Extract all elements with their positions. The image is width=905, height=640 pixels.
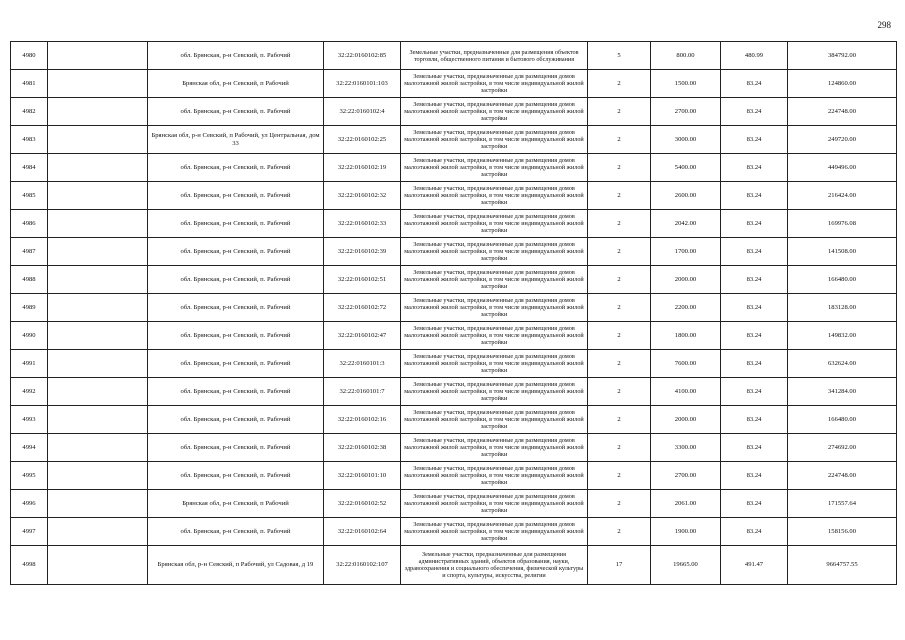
address-cell: обл. Брянская, р-н Севский, п. Рабочий xyxy=(148,462,324,490)
area-cell: 1800.00 xyxy=(651,322,721,350)
table-row xyxy=(11,462,897,490)
blank-cell xyxy=(48,322,148,350)
address-cell: обл. Брянская, р-н Севский, п. Рабочий xyxy=(148,154,324,182)
cadastral-value-cell: 149832.00 xyxy=(788,322,897,350)
specific-value-cell: 83.24 xyxy=(721,518,788,546)
area-cell: 1500.00 xyxy=(651,70,721,98)
use-code-cell: 2 xyxy=(588,434,651,462)
use-code-cell: 2 xyxy=(588,70,651,98)
area-cell: 3300.00 xyxy=(651,434,721,462)
row-number-cell: 4991 xyxy=(11,350,48,378)
row-number-cell: 4993 xyxy=(11,406,48,434)
land-use-cell: Земельные участки, предназначенные для размещения домов малоэтажной жилой застройки, в том числе индивидуальной жилой застройки xyxy=(401,518,588,546)
table-row xyxy=(11,98,897,126)
row-number-cell: 4987 xyxy=(11,238,48,266)
table-row xyxy=(11,266,897,294)
land-use-cell: Земельные участки, предназначенные для размещения домов малоэтажной жилой застройки, в том числе индивидуальной жилой застройки xyxy=(401,490,588,518)
cadastral-value-cell: 249720.00 xyxy=(788,126,897,154)
cadastral-number-cell: 32:22:0160102:4 xyxy=(324,98,401,126)
cadastral-number-cell: 32:22:0160101:3 xyxy=(324,350,401,378)
address-cell: обл. Брянская, р-н Севский, п. Рабочий xyxy=(148,98,324,126)
land-use-cell: Земельные участки, предназначенные для размещения домов малоэтажной жилой застройки, в том числе индивидуальной жилой застройки xyxy=(401,406,588,434)
land-use-cell: Земельные участки, предназначенные для размещения домов малоэтажной жилой застройки, в том числе индивидуальной жилой застройки xyxy=(401,294,588,322)
land-use-cell: Земельные участки, предназначенные для размещения административных зданий, объектов образования, науки, здравоохранения и социального обеспечения, физической культуры и спорта, культуры, искусства, религии xyxy=(401,546,588,585)
blank-cell xyxy=(48,70,148,98)
cadastral-value-cell: 9664757.55 xyxy=(788,546,897,585)
cadastral-value-cell: 183128.00 xyxy=(788,294,897,322)
address-cell: обл. Брянская, р-н Севский, п. Рабочий xyxy=(148,210,324,238)
table-row xyxy=(11,434,897,462)
land-use-cell: Земельные участки, предназначенные для размещения домов малоэтажной жилой застройки, в том числе индивидуальной жилой застройки xyxy=(401,238,588,266)
cadastral-number-cell: 32:22:0160102:52 xyxy=(324,490,401,518)
address-cell: обл. Брянская, р-н Севский, п. Рабочий xyxy=(148,518,324,546)
address-cell: Брянская обл, р-н Севский, п Рабочий, ул Центральная, дом 33 xyxy=(148,126,324,154)
row-number-cell: 4985 xyxy=(11,182,48,210)
specific-value-cell: 480.99 xyxy=(721,42,788,70)
blank-cell xyxy=(48,98,148,126)
area-cell: 2000.00 xyxy=(651,266,721,294)
address-cell: обл. Брянская, р-н Севский, п. Рабочий xyxy=(148,294,324,322)
table-row xyxy=(11,546,897,585)
land-use-cell: Земельные участки, предназначенные для размещения домов малоэтажной жилой застройки, в том числе индивидуальной жилой застройки xyxy=(401,322,588,350)
address-cell: обл. Брянская, р-н Севский, п. Рабочий xyxy=(148,266,324,294)
cadastral-value-cell: 169976.08 xyxy=(788,210,897,238)
land-use-cell: Земельные участки, предназначенные для размещения домов малоэтажной жилой застройки, в том числе индивидуальной жилой застройки xyxy=(401,266,588,294)
land-use-cell: Земельные участки, предназначенные для размещения домов малоэтажной жилой застройки, в том числе индивидуальной жилой застройки xyxy=(401,210,588,238)
specific-value-cell: 83.24 xyxy=(721,238,788,266)
land-use-cell: Земельные участки, предназначенные для размещения домов малоэтажной жилой застройки, в том числе индивидуальной жилой застройки xyxy=(401,378,588,406)
cadastral-number-cell: 32:22:0160102:47 xyxy=(324,322,401,350)
use-code-cell: 2 xyxy=(588,266,651,294)
area-cell: 2061.00 xyxy=(651,490,721,518)
address-cell: Брянская обл, р-н Севский, п Рабочий xyxy=(148,70,324,98)
address-cell: обл. Брянская, р-н Севский, п. Рабочий xyxy=(148,238,324,266)
cadastral-number-cell: 32:22:0160101:103 xyxy=(324,70,401,98)
table-row xyxy=(11,238,897,266)
cadastral-number-cell: 32:22:0160102:51 xyxy=(324,266,401,294)
table-row xyxy=(11,406,897,434)
specific-value-cell: 83.24 xyxy=(721,462,788,490)
area-cell: 2700.00 xyxy=(651,462,721,490)
use-code-cell: 2 xyxy=(588,518,651,546)
use-code-cell: 2 xyxy=(588,462,651,490)
address-cell: Брянская обл, р-н Севский, п Рабочий, ул Садовая, д 19 xyxy=(148,546,324,585)
use-code-cell: 2 xyxy=(588,126,651,154)
table-row xyxy=(11,294,897,322)
cadastral-value-cell: 449496.00 xyxy=(788,154,897,182)
use-code-cell: 2 xyxy=(588,98,651,126)
specific-value-cell: 83.24 xyxy=(721,210,788,238)
land-use-cell: Земельные участки, предназначенные для размещения объектов торговли, общественного питания и бытового обслуживания xyxy=(401,42,588,70)
area-cell: 3000.00 xyxy=(651,126,721,154)
specific-value-cell: 83.24 xyxy=(721,378,788,406)
use-code-cell: 2 xyxy=(588,490,651,518)
use-code-cell: 5 xyxy=(588,42,651,70)
table-row xyxy=(11,42,897,70)
specific-value-cell: 83.24 xyxy=(721,98,788,126)
land-use-cell: Земельные участки, предназначенные для размещения домов малоэтажной жилой застройки, в том числе индивидуальной жилой застройки xyxy=(401,126,588,154)
land-use-cell: Земельные участки, предназначенные для размещения домов малоэтажной жилой застройки, в том числе индивидуальной жилой застройки xyxy=(401,462,588,490)
area-cell: 2700.00 xyxy=(651,98,721,126)
blank-cell xyxy=(48,406,148,434)
cadastral-number-cell: 32:22:0160102:72 xyxy=(324,294,401,322)
specific-value-cell: 83.24 xyxy=(721,266,788,294)
cadastral-value-cell: 171557.64 xyxy=(788,490,897,518)
address-cell: обл. Брянская, р-н Севский, п. Рабочий xyxy=(148,434,324,462)
cadastral-value-cell: 141508.00 xyxy=(788,238,897,266)
cadastral-value-table xyxy=(10,41,897,585)
specific-value-cell: 83.24 xyxy=(721,154,788,182)
row-number-cell: 4986 xyxy=(11,210,48,238)
row-number-cell: 4995 xyxy=(11,462,48,490)
area-cell: 2042.00 xyxy=(651,210,721,238)
cadastral-number-cell: 32:22:0160102:38 xyxy=(324,434,401,462)
cadastral-value-cell: 166480.00 xyxy=(788,406,897,434)
blank-cell xyxy=(48,378,148,406)
area-cell: 2000.00 xyxy=(651,406,721,434)
address-cell: обл. Брянская, р-н Севский, п. Рабочий xyxy=(148,406,324,434)
use-code-cell: 2 xyxy=(588,210,651,238)
blank-cell xyxy=(48,294,148,322)
cadastral-number-cell: 32:22:0160102:16 xyxy=(324,406,401,434)
blank-cell xyxy=(48,546,148,585)
table-row xyxy=(11,322,897,350)
use-code-cell: 2 xyxy=(588,154,651,182)
table-row xyxy=(11,378,897,406)
table-row xyxy=(11,126,897,154)
cadastral-value-cell: 224748.00 xyxy=(788,98,897,126)
cadastral-value-cell: 224748.00 xyxy=(788,462,897,490)
table-body xyxy=(11,42,897,585)
cadastral-number-cell: 32:22:0160101:7 xyxy=(324,378,401,406)
use-code-cell: 2 xyxy=(588,350,651,378)
specific-value-cell: 83.24 xyxy=(721,434,788,462)
cadastral-number-cell: 32:22:0160102:25 xyxy=(324,126,401,154)
blank-cell xyxy=(48,154,148,182)
blank-cell xyxy=(48,42,148,70)
use-code-cell: 2 xyxy=(588,182,651,210)
row-number-cell: 4981 xyxy=(11,70,48,98)
blank-cell xyxy=(48,182,148,210)
row-number-cell: 4988 xyxy=(11,266,48,294)
land-use-cell: Земельные участки, предназначенные для размещения домов малоэтажной жилой застройки, в том числе индивидуальной жилой застройки xyxy=(401,434,588,462)
area-cell: 1700.00 xyxy=(651,238,721,266)
area-cell: 7600.00 xyxy=(651,350,721,378)
page-number: 298 xyxy=(877,20,891,30)
blank-cell xyxy=(48,518,148,546)
specific-value-cell: 83.24 xyxy=(721,126,788,154)
specific-value-cell: 491.47 xyxy=(721,546,788,585)
cadastral-number-cell: 32:22:0160102:64 xyxy=(324,518,401,546)
table-row xyxy=(11,350,897,378)
land-use-cell: Земельные участки, предназначенные для размещения домов малоэтажной жилой застройки, в том числе индивидуальной жилой застройки xyxy=(401,350,588,378)
address-cell: обл. Брянская, р-н Севский, п. Рабочий xyxy=(148,378,324,406)
specific-value-cell: 83.24 xyxy=(721,490,788,518)
row-number-cell: 4998 xyxy=(11,546,48,585)
blank-cell xyxy=(48,490,148,518)
specific-value-cell: 83.24 xyxy=(721,294,788,322)
cadastral-number-cell: 32:22:0160102:85 xyxy=(324,42,401,70)
row-number-cell: 4996 xyxy=(11,490,48,518)
cadastral-value-cell: 158156.00 xyxy=(788,518,897,546)
area-cell: 19665.00 xyxy=(651,546,721,585)
cadastral-number-cell: 32:22:0160101:10 xyxy=(324,462,401,490)
cadastral-value-cell: 216424.00 xyxy=(788,182,897,210)
use-code-cell: 2 xyxy=(588,238,651,266)
specific-value-cell: 83.24 xyxy=(721,182,788,210)
cadastral-value-cell: 384792.00 xyxy=(788,42,897,70)
area-cell: 1900.00 xyxy=(651,518,721,546)
row-number-cell: 4994 xyxy=(11,434,48,462)
row-number-cell: 4980 xyxy=(11,42,48,70)
cadastral-number-cell: 32:22:0160102:19 xyxy=(324,154,401,182)
land-use-cell: Земельные участки, предназначенные для размещения домов малоэтажной жилой застройки, в том числе индивидуальной жилой застройки xyxy=(401,70,588,98)
area-cell: 5400.00 xyxy=(651,154,721,182)
specific-value-cell: 83.24 xyxy=(721,350,788,378)
use-code-cell: 2 xyxy=(588,406,651,434)
table-row xyxy=(11,518,897,546)
use-code-cell: 17 xyxy=(588,546,651,585)
area-cell: 4100.00 xyxy=(651,378,721,406)
cadastral-number-cell: 32:22:0160102:39 xyxy=(324,238,401,266)
address-cell: обл. Брянская, р-н Севский, п. Рабочий xyxy=(148,42,324,70)
blank-cell xyxy=(48,210,148,238)
blank-cell xyxy=(48,238,148,266)
blank-cell xyxy=(48,126,148,154)
area-cell: 2200.00 xyxy=(651,294,721,322)
land-use-cell: Земельные участки, предназначенные для размещения домов малоэтажной жилой застройки, в том числе индивидуальной жилой застройки xyxy=(401,98,588,126)
row-number-cell: 4989 xyxy=(11,294,48,322)
specific-value-cell: 83.24 xyxy=(721,406,788,434)
address-cell: обл. Брянская, р-н Севский, п. Рабочий xyxy=(148,350,324,378)
area-cell: 800.00 xyxy=(651,42,721,70)
area-cell: 2600.00 xyxy=(651,182,721,210)
use-code-cell: 2 xyxy=(588,294,651,322)
cadastral-value-cell: 124860.00 xyxy=(788,70,897,98)
cadastral-value-cell: 166480.00 xyxy=(788,266,897,294)
use-code-cell: 2 xyxy=(588,378,651,406)
land-use-cell: Земельные участки, предназначенные для размещения домов малоэтажной жилой застройки, в том числе индивидуальной жилой застройки xyxy=(401,154,588,182)
cadastral-number-cell: 32:22:0160102:107 xyxy=(324,546,401,585)
cadastral-number-cell: 32:22:0160102:33 xyxy=(324,210,401,238)
row-number-cell: 4983 xyxy=(11,126,48,154)
specific-value-cell: 83.24 xyxy=(721,70,788,98)
address-cell: Брянская обл, р-н Севский, п Рабочий xyxy=(148,490,324,518)
table-row xyxy=(11,210,897,238)
blank-cell xyxy=(48,434,148,462)
use-code-cell: 2 xyxy=(588,322,651,350)
cadastral-number-cell: 32:22:0160102:32 xyxy=(324,182,401,210)
specific-value-cell: 83.24 xyxy=(721,322,788,350)
table-row xyxy=(11,154,897,182)
row-number-cell: 4997 xyxy=(11,518,48,546)
blank-cell xyxy=(48,462,148,490)
cadastral-value-cell: 341284.00 xyxy=(788,378,897,406)
cadastral-value-cell: 274692.00 xyxy=(788,434,897,462)
blank-cell xyxy=(48,266,148,294)
table-row xyxy=(11,182,897,210)
row-number-cell: 4992 xyxy=(11,378,48,406)
row-number-cell: 4990 xyxy=(11,322,48,350)
row-number-cell: 4984 xyxy=(11,154,48,182)
blank-cell xyxy=(48,350,148,378)
table-row xyxy=(11,490,897,518)
table-row xyxy=(11,70,897,98)
address-cell: обл. Брянская, р-н Севский, п. Рабочий xyxy=(148,322,324,350)
cadastral-value-cell: 632624.00 xyxy=(788,350,897,378)
row-number-cell: 4982 xyxy=(11,98,48,126)
land-use-cell: Земельные участки, предназначенные для размещения домов малоэтажной жилой застройки, в том числе индивидуальной жилой застройки xyxy=(401,182,588,210)
address-cell: обл. Брянская, р-н Севский, п. Рабочий xyxy=(148,182,324,210)
